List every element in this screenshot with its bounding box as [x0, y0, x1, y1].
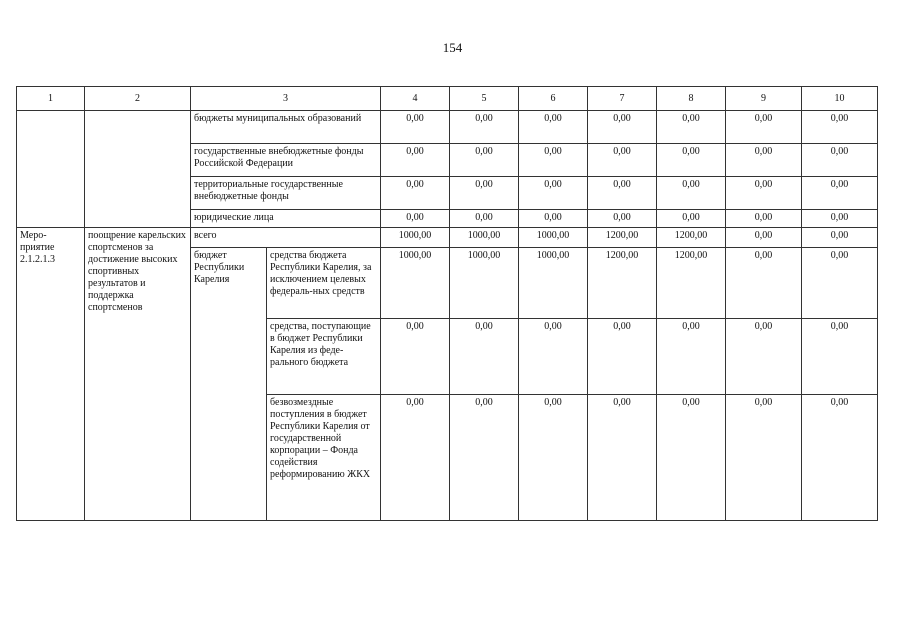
- value-cell: 1200,00: [657, 228, 726, 248]
- value-cell: 0,00: [450, 144, 519, 177]
- value-cell: 0,00: [802, 144, 878, 177]
- value-cell: 0,00: [802, 111, 878, 144]
- header-cell: 5: [450, 87, 519, 111]
- header-cell: 10: [802, 87, 878, 111]
- value-cell: 0,00: [588, 111, 657, 144]
- value-cell: 1000,00: [519, 228, 588, 248]
- header-cell: 4: [381, 87, 450, 111]
- event-name: поощрение карельских спортсменов за достижение высоких спортивных результатов и поддержка спортсменов: [85, 228, 191, 521]
- value-cell: 0,00: [381, 111, 450, 144]
- value-cell: 0,00: [726, 395, 802, 521]
- header-row: [17, 87, 878, 111]
- value-cell: 0,00: [381, 177, 450, 210]
- value-cell: 0,00: [588, 210, 657, 228]
- budget-table: [16, 86, 878, 521]
- value-cell: 0,00: [519, 144, 588, 177]
- empty-cell: [85, 111, 191, 228]
- value-cell: 0,00: [726, 248, 802, 319]
- value-cell: 0,00: [802, 395, 878, 521]
- value-cell: 0,00: [802, 177, 878, 210]
- value-cell: 0,00: [588, 319, 657, 395]
- value-cell: 0,00: [657, 111, 726, 144]
- value-cell: 0,00: [519, 111, 588, 144]
- value-cell: 0,00: [802, 319, 878, 395]
- value-cell: 0,00: [657, 319, 726, 395]
- value-cell: 0,00: [381, 144, 450, 177]
- value-cell: 0,00: [657, 395, 726, 521]
- value-cell: 0,00: [519, 177, 588, 210]
- event-code: Меро- приятие 2.1.2.1.3: [17, 228, 85, 521]
- value-cell: 0,00: [519, 319, 588, 395]
- value-cell: 1000,00: [519, 248, 588, 319]
- source-label: бюджеты муниципальных образований: [191, 111, 381, 144]
- value-cell: 0,00: [381, 210, 450, 228]
- source-label: средства, поступающие в бюджет Республики Карелия из феде-рального бюджета: [267, 319, 381, 395]
- value-cell: 0,00: [802, 210, 878, 228]
- value-cell: 1000,00: [450, 228, 519, 248]
- source-label: безвозмездные поступления в бюджет Республики Карелия от государственной корпорации – Фонда содействия реформированию ЖКХ: [267, 395, 381, 521]
- value-cell: 0,00: [802, 228, 878, 248]
- value-cell: 1000,00: [381, 228, 450, 248]
- header-cell: 1: [17, 87, 85, 111]
- value-cell: 0,00: [450, 111, 519, 144]
- header-cell: 9: [726, 87, 802, 111]
- page-number: 154: [442, 40, 463, 55]
- value-cell: 1000,00: [381, 248, 450, 319]
- value-cell: 0,00: [381, 395, 450, 521]
- value-cell: 0,00: [450, 319, 519, 395]
- source-label: средства бюджета Республики Карелия, за исключением целевых федераль-ных средств: [267, 248, 381, 319]
- value-cell: 0,00: [450, 177, 519, 210]
- value-cell: 0,00: [726, 319, 802, 395]
- value-cell: 0,00: [726, 228, 802, 248]
- value-cell: 0,00: [450, 210, 519, 228]
- empty-cell: [17, 111, 85, 228]
- header-cell: 7: [588, 87, 657, 111]
- value-cell: 0,00: [802, 248, 878, 319]
- value-cell: 0,00: [726, 144, 802, 177]
- source-label: юридические лица: [191, 210, 381, 228]
- value-cell: 0,00: [588, 177, 657, 210]
- value-cell: 0,00: [657, 144, 726, 177]
- value-cell: 1200,00: [588, 228, 657, 248]
- value-cell: 0,00: [381, 319, 450, 395]
- value-cell: 1200,00: [588, 248, 657, 319]
- value-cell: 0,00: [588, 144, 657, 177]
- total-label: всего: [191, 228, 381, 248]
- value-cell: 0,00: [450, 395, 519, 521]
- value-cell: 0,00: [657, 210, 726, 228]
- table-row: [17, 228, 878, 248]
- value-cell: 0,00: [657, 177, 726, 210]
- value-cell: 0,00: [726, 210, 802, 228]
- source-label: территориальные государственные внебюджетные фонды: [191, 177, 381, 210]
- value-cell: 1200,00: [657, 248, 726, 319]
- budget-label: бюджет Республики Карелия: [191, 248, 267, 521]
- value-cell: 0,00: [726, 111, 802, 144]
- header-cell: 6: [519, 87, 588, 111]
- table-row: [17, 111, 878, 144]
- value-cell: 0,00: [519, 210, 588, 228]
- value-cell: 0,00: [519, 395, 588, 521]
- value-cell: 0,00: [726, 177, 802, 210]
- source-label: государственные внебюджетные фонды Российской Федерации: [191, 144, 381, 177]
- value-cell: 1000,00: [450, 248, 519, 319]
- value-cell: 0,00: [588, 395, 657, 521]
- header-cell: 3: [191, 87, 381, 111]
- header-cell: 8: [657, 87, 726, 111]
- header-cell: 2: [85, 87, 191, 111]
